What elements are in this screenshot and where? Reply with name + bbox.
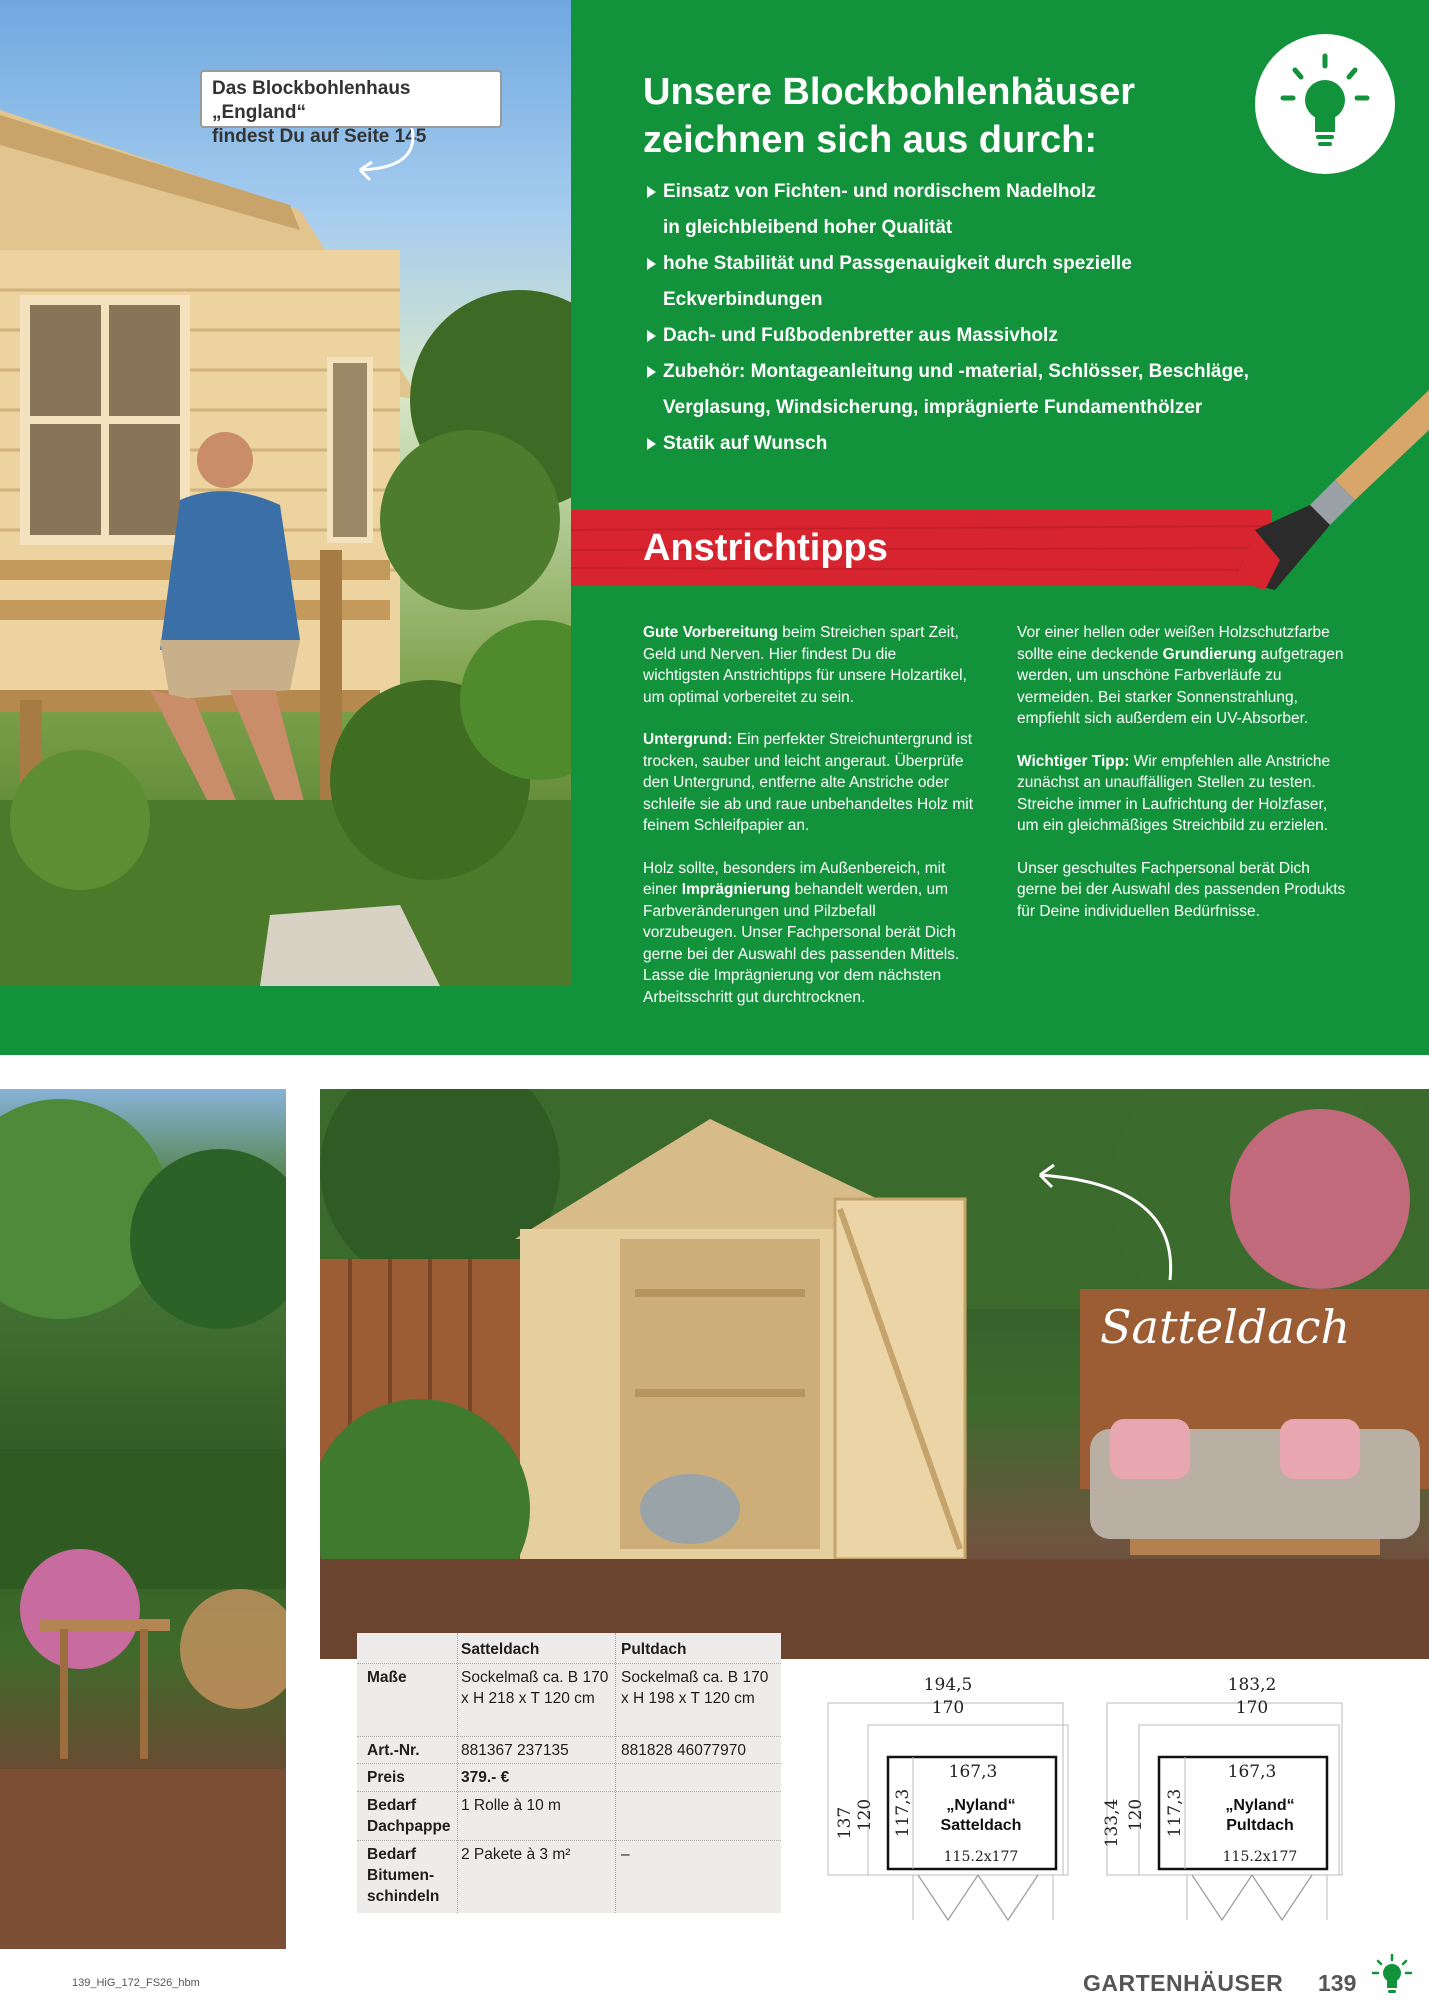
paintbrush-icon [1235, 390, 1429, 600]
tip-impregnation [643, 858, 973, 1009]
cell-pultdach: – [621, 1846, 630, 1863]
floor-plan-satteldach [818, 1675, 1078, 1935]
spec-table [357, 1633, 781, 1913]
floor-plan-pultdach [1097, 1675, 1357, 1935]
callout-line1: Das Blockbohlenhaus „England“ [212, 78, 411, 123]
plan-size: 115.2x177 [943, 1849, 1019, 1865]
tip-preparation [643, 622, 973, 708]
footer-category: GARTENHÄUSER [1083, 1970, 1284, 1996]
plan-inner-width: 167,3 [948, 1762, 998, 1782]
cell-satteldach: Sockelmaß ca. B 170 x H 218 x T 120 cm [461, 1669, 609, 1707]
plan-outer-height: 137 [835, 1806, 855, 1840]
tips-column-right [1017, 622, 1347, 943]
callout-line2: findest Du auf Seite 145 [212, 126, 427, 147]
plan-roof-type: Pultdach [1226, 1817, 1294, 1834]
garden-photo [0, 1089, 286, 1949]
garden-shed-photo [320, 1089, 1429, 1659]
lightbulb-icon [1370, 1953, 1414, 1997]
row-label: Maße [367, 1669, 407, 1686]
tip-text: behandelt werden, um Farbveränderungen und Pilzbefall vorzubeugen. Unser Fachpersonal berät Dich gerne bei der Auswahl des passenden Mittels. Lasse die Imprägnierung vor dem nächsten Arbeitsschritt gut durchtrocknen. [643, 881, 960, 1006]
plan-outer-width: 183,2 [1227, 1675, 1277, 1695]
tip-bold: Gute Vorbereitung [643, 624, 778, 641]
tip-bold: Grundierung [1162, 645, 1257, 663]
green-strip [0, 986, 571, 1055]
lightbulb-icon [1255, 34, 1395, 174]
header-satteldach: Satteldach [461, 1641, 540, 1658]
cell-satteldach: 881367 237135 [461, 1742, 569, 1759]
row-label: Bedarf Bitumen-schindeln [367, 1846, 440, 1905]
cell-satteldach: 2 Pakete à 3 m² [461, 1846, 571, 1863]
row-label: Preis [367, 1769, 405, 1786]
tip-bold: Wichtiger Tipp: [1017, 752, 1130, 770]
footer-code: 139_HiG_172_FS26_hbm [72, 1977, 200, 1989]
page-number: 139 [1318, 1970, 1357, 1996]
features-list [643, 174, 1283, 462]
tip-surface [643, 729, 973, 837]
plan-inner-height: 117,3 [1165, 1788, 1185, 1838]
feature-item-cont: in gleichbleibend hoher Qualität [663, 217, 953, 238]
headline-line1: Unsere Blockbohlenhäuser [643, 71, 1136, 113]
tips-title: Anstrichtipps [643, 527, 888, 569]
table-row [357, 1840, 781, 1910]
tip-text: Holz sollte, besonders im Außenbereich, mit einer [643, 859, 946, 898]
plan-base-height: 120 [1126, 1798, 1146, 1832]
tip-text: aufgetragen werden, um unschöne Farbverläufe zu vermeiden. Bei starker Sonnenstrahlung, empfiehlt sich außerdem ein UV-Absorber. [1017, 645, 1344, 727]
cell-pultdach: Sockelmaß ca. B 170 x H 198 x T 120 cm [621, 1669, 769, 1707]
plan-outer-height: 133,4 [1102, 1798, 1122, 1848]
plan-roof-type: Satteldach [940, 1817, 1022, 1834]
plan-base-height: 120 [855, 1798, 875, 1832]
table-row [357, 1736, 781, 1762]
tip-text: Vor einer hellen oder weißen Holzschutzfarbe sollte eine deckende [1017, 624, 1330, 663]
roof-type-script-label: Satteldach [1100, 1300, 1351, 1354]
table-header-row [357, 1639, 781, 1661]
callout-arrow-icon [350, 120, 430, 190]
tip-bold: Untergrund: [643, 731, 733, 748]
plan-model-name: „Nyland“ [946, 1797, 1016, 1814]
tip-staff [1017, 858, 1347, 923]
tip-important [1017, 751, 1347, 837]
table-row [357, 1763, 781, 1790]
headline-line2: zeichnen sich aus durch: [643, 119, 1097, 161]
plan-base-width: 170 [931, 1698, 965, 1718]
cell-satteldach: 1 Rolle à 10 m [461, 1797, 561, 1814]
plan-inner-height: 117,3 [893, 1788, 913, 1838]
features-headline [643, 68, 1243, 164]
cell-price: 379.- € [461, 1769, 510, 1786]
cell-pultdach: 881828 46077970 [621, 1742, 746, 1759]
plan-size: 115.2x177 [1222, 1849, 1298, 1865]
plan-outer-width: 194,5 [923, 1675, 973, 1695]
feature-item: Zubehör: Montageanleitung und -material, Schlösser, Beschläge, [643, 354, 1283, 390]
tip-text: Unser geschultes Fachpersonal berät Dich gerne bei der Auswahl des passenden Produkts für Deine individuellen Bedürfnisse. [1017, 859, 1346, 920]
feature-item: Dach- und Fußbodenbretter aus Massivholz [643, 318, 1283, 354]
tip-bold: Imprägnierung [681, 881, 791, 898]
tip-text: Ein perfekter Streichuntergrund ist trocken, sauber und leicht angeraut. Überprüfe den Untergrund, entferne alte Anstriche oder schleife sie ab und raue unbehandeltes Holz mit feinem Schleifpapier an. [643, 731, 974, 834]
tip-text: beim Streichen spart Zeit, Geld und Nerven. Hier findest Du die wichtigsten Anstrichtipps für unsere Holzartikel, um optimal vorbereitet zu sein. [643, 624, 967, 706]
table-row [357, 1663, 781, 1733]
shed-arrow-icon [1030, 1155, 1190, 1285]
plan-model-name: „Nyland“ [1225, 1797, 1295, 1814]
feature-item: Einsatz von Fichten- und nordischem Nadelholz [643, 174, 1283, 210]
row-label: Bedarf Dachpappe [367, 1797, 451, 1835]
feature-item: hohe Stabilität und Passgenauigkeit durch spezielle Eckverbindungen [643, 246, 1283, 318]
tips-column-left [643, 622, 973, 1029]
feature-item-cont: Verglasung, Windsicherung, imprägnierte Fundamenthölzer [663, 397, 1203, 418]
row-label: Art.-Nr. [367, 1742, 420, 1759]
tip-text: Wir empfehlen alle Anstriche zunächst an unauffälligen Stellen zu testen. Streiche immer in Laufrichtung der Holzfaser, um ein gleichmäßiges Streichbild zu erzielen. [1017, 752, 1331, 834]
plan-inner-width: 167,3 [1227, 1762, 1277, 1782]
table-row [357, 1791, 781, 1839]
header-pultdach: Pultdach [621, 1641, 687, 1658]
tip-primer [1017, 622, 1347, 730]
plan-base-width: 170 [1235, 1698, 1269, 1718]
feature-item: Statik auf Wunsch [643, 426, 1283, 462]
